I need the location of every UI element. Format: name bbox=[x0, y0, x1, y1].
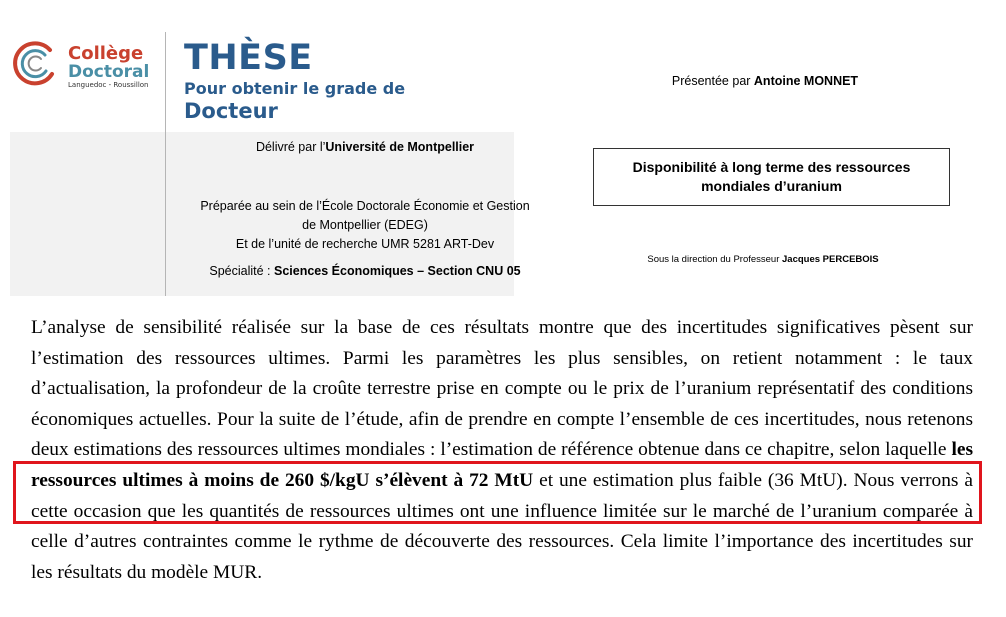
thesis-title: Disponibilité à long terme des ressources mondiales d’uranium bbox=[632, 159, 911, 194]
specialty-value: Sciences Économiques – Section CNU 05 bbox=[274, 264, 521, 278]
direction-name: Jacques PERCEBOIS bbox=[782, 254, 879, 265]
logo-line-college: Collège bbox=[68, 43, 144, 64]
specialty bbox=[170, 264, 560, 278]
presented-by bbox=[610, 74, 920, 88]
paragraph-part-2: et une estimation plus faible (36 MtU). Nous verrons à cette occasion que les quantités de ressources ultimes ont une influence limitée sur le marché de l’uranium comparée à celle d’autres contraintes comme le rythme de découverte des ressources. Cela limite l’importance des incertitudes sur les résultats du modèle MUR. bbox=[31, 469, 973, 583]
paragraph-bold-highlight: les ressources ultimes à moins de 260 $/kgU s’élèvent à 72 MtU bbox=[31, 439, 973, 491]
presented-prefix: Présentée par bbox=[671, 74, 754, 88]
paragraph-part-1: L’analyse de sensibilité réalisée sur la base de ces résultats montre que des incertitudes significatives pèsent sur l’estimation des ressources ultimes. Parmi les paramètres les plus sensibles, on retient notamment : le taux d’actualisation, la profondeur de la croûte terrestre prise en compte ou le prix de l’uranium représentatif des conditions économiques actuelles. Pour la suite de l’étude, afin de prendre en compte l’ensemble de ces incertitudes, nous retenons deux estimations des ressources ultimes mondiales : l’estimation de référence obtenue dans ce chapitre, selon laquelle bbox=[31, 317, 973, 461]
logo-text bbox=[68, 45, 149, 89]
header-divider bbox=[165, 32, 166, 296]
delivered-prefix: Délivré par l’ bbox=[255, 140, 326, 154]
delivered-university: Université de Montpellier bbox=[325, 140, 475, 154]
logo-line-doctoral: Doctoral bbox=[68, 62, 150, 82]
these-degree: Docteur bbox=[184, 99, 278, 123]
delivered-by bbox=[190, 140, 540, 154]
red-highlight-box bbox=[13, 461, 982, 524]
college-doctoral-logo-icon bbox=[12, 40, 60, 88]
prepared-block bbox=[170, 197, 560, 254]
these-subtitle: Pour obtenir le grade de bbox=[184, 79, 406, 98]
presented-name: Antoine MONNET bbox=[753, 74, 859, 88]
direction-prefix: Sous la direction du Professeur bbox=[647, 254, 783, 265]
direction bbox=[590, 254, 936, 265]
body-paragraph bbox=[31, 313, 973, 588]
thesis-title-box bbox=[593, 148, 950, 206]
prepared-line-1: Préparée au sein de l’École Doctorale Économie et Gestion bbox=[200, 199, 530, 213]
prepared-line-3: Et de l’unité de recherche UMR 5281 ART-Dev bbox=[235, 237, 495, 251]
logo-line-region: Languedoc - Roussillon bbox=[68, 81, 149, 89]
prepared-line-2: de Montpellier (EDEG) bbox=[302, 218, 428, 232]
these-title: THÈSE bbox=[184, 38, 313, 78]
specialty-label: Spécialité : bbox=[209, 264, 274, 278]
